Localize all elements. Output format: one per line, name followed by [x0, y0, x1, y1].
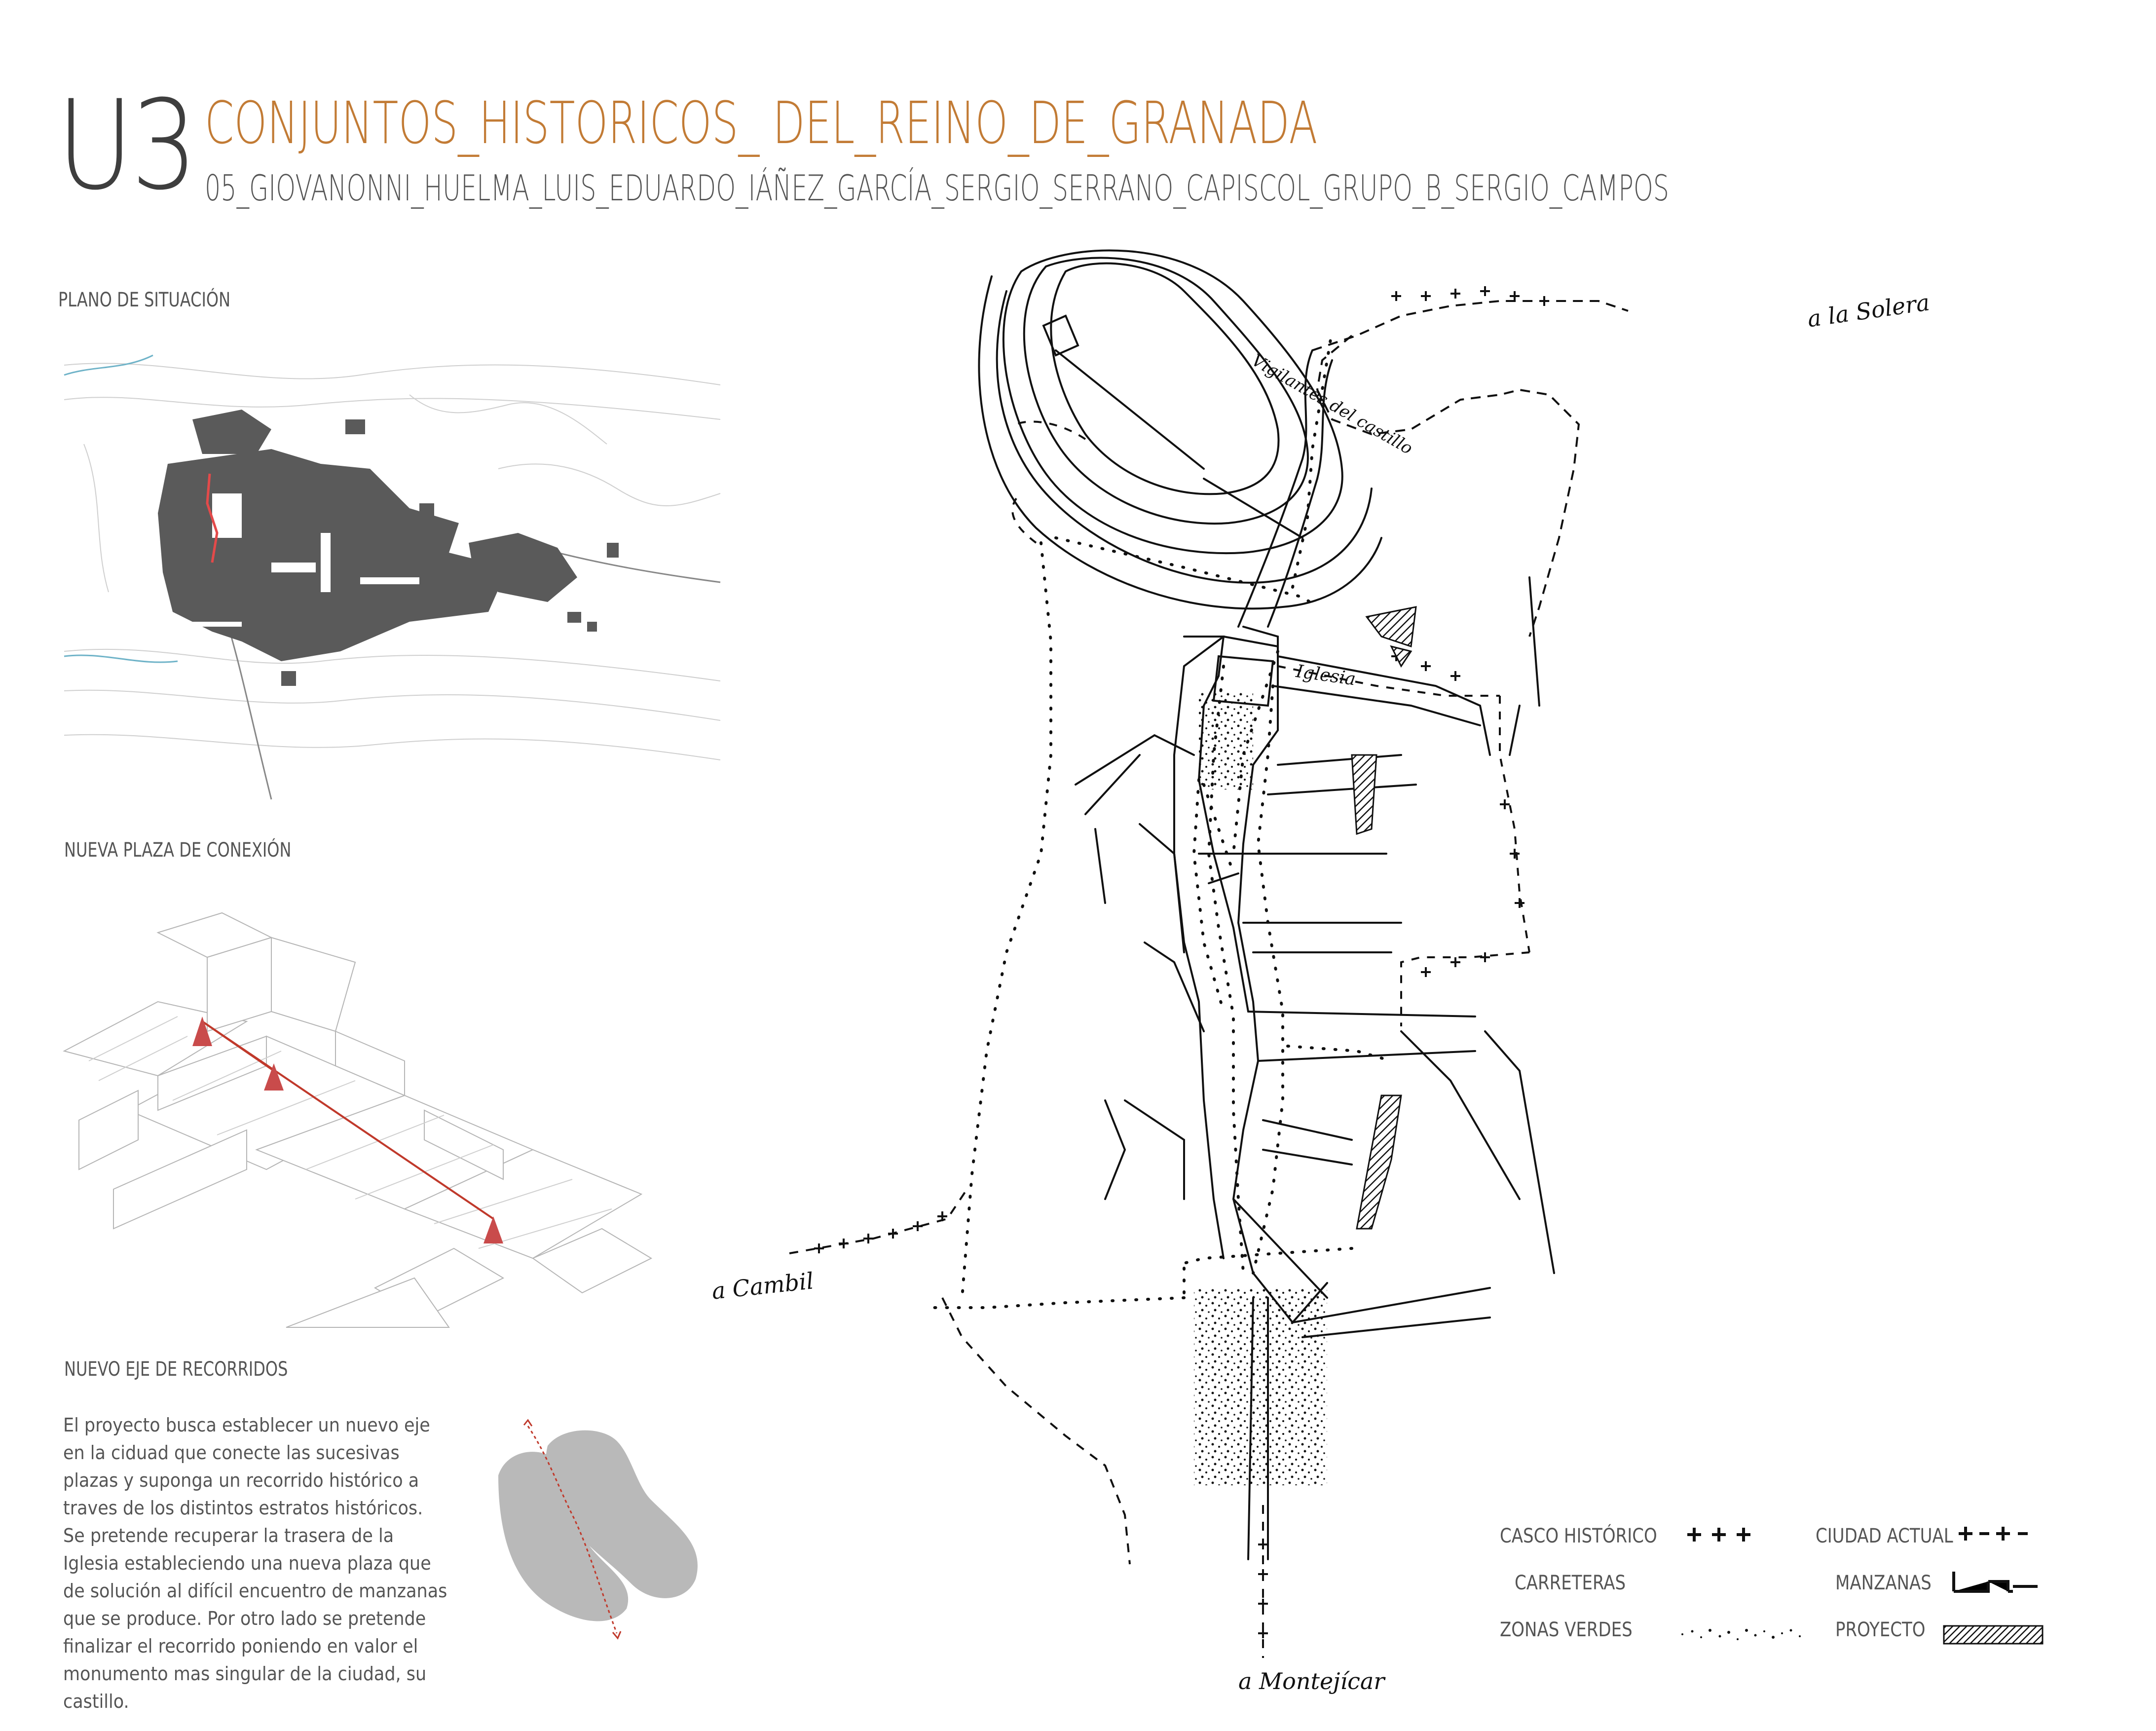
label-solera: a la Solera — [1806, 289, 1932, 333]
legend-ciudad-actual: CIUDAD ACTUAL — [1816, 1525, 1953, 1547]
recorrido-diagram — [488, 1416, 710, 1653]
page-title: CONJUNTOS_HISTORICOS_ DEL_REINO_DE_GRANADA — [205, 89, 1318, 157]
legend-casco: CASCO HISTÓRICO — [1500, 1525, 1657, 1547]
situation-plan — [64, 345, 720, 799]
page-subtitle: 05_GIOVANONNI_HUELMA_LUIS_EDUARDO_IÁÑEZ_GARCÍA_SERGIO_SERRANO_CAPISCOL_GRUPO_B_SERGIO_CAMPOS — [205, 167, 1670, 209]
label-cambil: a Cambil — [710, 1267, 815, 1305]
label-montejicar: a Montejícar — [1238, 1668, 1385, 1694]
plaza-label: NUEVA PLAZA DE CONEXIÓN — [64, 839, 292, 862]
unit-number: U3 — [57, 74, 195, 217]
sketch-map — [710, 262, 2141, 1683]
legend-symbols — [1677, 1510, 2062, 1653]
eje-label: NUEVO EJE DE RECORRIDOS — [64, 1358, 288, 1381]
legend-manzanas: MANZANAS — [1835, 1572, 1932, 1594]
label-castillo: Vigilantes del castillo — [1248, 350, 1416, 459]
project-description: El proyecto busca establecer un nuevo eje en la ciduad que conecte las sucesivas plazas y suponga un recorrido histórico a traves de los distintos estratos históricos. Se pretende recuperar la trasera de la Iglesia estableciendo una nueva plaza que de solución al difícil encuentro de manzanas que se produce. Por otro lado se pretende finalizar el recorrido poniendo en valor el monumento mas singular de la ciudad, su castillo. — [63, 1414, 447, 1712]
legend-carreteras: CARRETERAS — [1515, 1572, 1626, 1594]
legend-proyecto: PROYECTO — [1835, 1618, 1926, 1641]
label-iglesia: Iglesia — [1295, 661, 1357, 690]
situacion-label: PLANO DE SITUACIÓN — [58, 289, 231, 311]
legend-zonas-verdes: ZONAS VERDES — [1500, 1618, 1633, 1641]
axonometric-plaza — [59, 903, 701, 1337]
